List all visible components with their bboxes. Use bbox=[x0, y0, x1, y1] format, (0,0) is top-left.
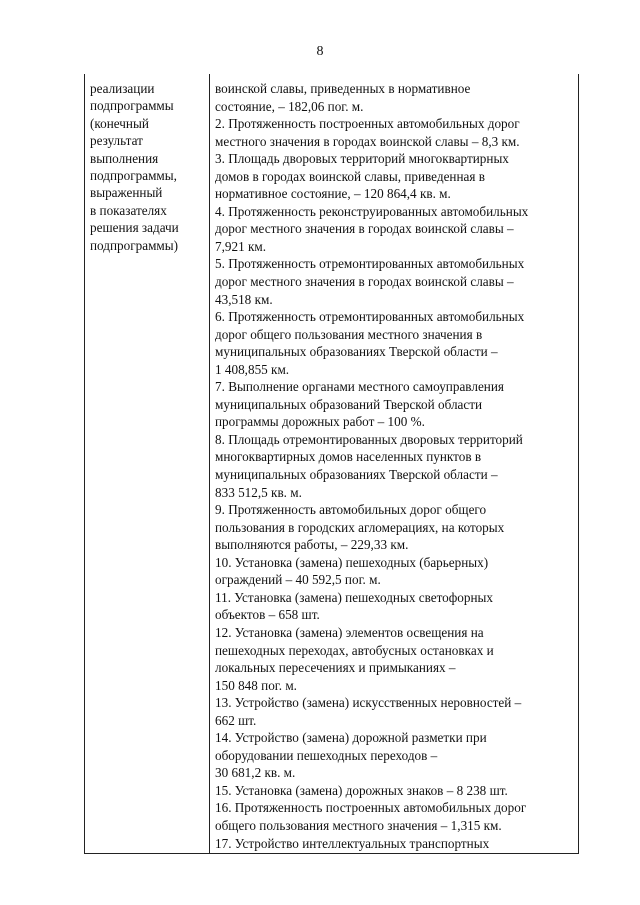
row-label-line: решения задачи bbox=[90, 220, 179, 236]
row-label-cell bbox=[90, 80, 206, 254]
indicator-text-line: 6. Протяженность отремонтированных автомобильных bbox=[215, 309, 525, 325]
indicator-text-line: ограждений – 40 592,5 пог. м. bbox=[215, 572, 381, 588]
indicator-text-line: 12. Установка (замена) элементов освещения на bbox=[215, 624, 484, 640]
row-label-line: подпрограммы, bbox=[90, 168, 177, 184]
row-label-line: результат bbox=[90, 133, 143, 149]
indicator-text-line: 11. Установка (замена) пешеходных светофорных bbox=[215, 589, 494, 605]
indicator-text-line: дорог общего пользования местного значения в bbox=[215, 326, 483, 342]
row-label-line: выраженный bbox=[90, 185, 163, 201]
indicator-text-line: 662 шт. bbox=[215, 712, 257, 728]
row-label-line: в показателях bbox=[90, 202, 167, 218]
indicator-text-line: 2. Протяженность построенных автомобильных дорог bbox=[215, 116, 520, 132]
row-label-line: (конечный bbox=[90, 115, 149, 131]
indicator-text-line: муниципальных образованиях Тверской области – bbox=[215, 467, 498, 483]
indicator-text-line: 15. Установка (замена) дорожных знаков – 8 238 шт. bbox=[215, 782, 508, 798]
indicator-text-line: выполняются работы, – 229,33 км. bbox=[215, 537, 409, 553]
row-label-line: подпрограммы bbox=[90, 98, 174, 114]
page-number: 8 bbox=[316, 44, 324, 59]
indicator-text-line: пешеходных переходах, автобусных остановках и bbox=[215, 642, 494, 658]
indicator-text-line: локальных пересечениях и примыканиях – bbox=[215, 660, 456, 676]
indicator-text-line: воинской славы, приведенных в нормативное bbox=[215, 81, 471, 96]
indicator-text-line: оборудовании пешеходных переходов – bbox=[215, 747, 438, 763]
indicator-text-line: дорог местного значения в городах воинской славы – bbox=[215, 221, 514, 237]
indicator-text-line: программы дорожных работ – 100 %. bbox=[215, 414, 425, 430]
indicator-text-line: состояние, – 182,06 пог. м. bbox=[215, 98, 364, 114]
indicator-text-line: 8. Площадь отремонтированных дворовых территорий bbox=[215, 431, 523, 447]
indicator-text-line: 7,921 км. bbox=[215, 238, 267, 254]
indicator-text-line: муниципальных образованиях Тверской области – bbox=[215, 344, 498, 360]
indicator-text-line: 30 681,2 кв. м. bbox=[215, 765, 296, 781]
indicator-text-line: 1 408,855 км. bbox=[215, 361, 290, 377]
indicator-text-line: 9. Протяженность автомобильных дорог общего bbox=[215, 502, 487, 518]
row-label-line: подпрограммы) bbox=[90, 237, 179, 253]
indicator-text-line: 3. Площадь дворовых территорий многоквартирных bbox=[215, 151, 509, 167]
indicator-text-line: 150 848 пог. м. bbox=[215, 677, 297, 693]
indicator-text-line: 7. Выполнение органами местного самоуправления bbox=[215, 379, 504, 395]
row-label-line: реализации bbox=[90, 81, 155, 96]
indicator-text-line: 4. Протяженность реконструированных автомобильных bbox=[215, 203, 529, 219]
indicator-text-line: многоквартирных домов населенных пунктов в bbox=[215, 449, 482, 465]
indicator-text-line: 16. Протяженность построенных автомобильных дорог bbox=[215, 800, 527, 816]
indicator-text-line: дорог местного значения в городах воинской славы – bbox=[215, 274, 514, 290]
indicators-table bbox=[84, 74, 579, 854]
row-label-line: выполнения bbox=[90, 150, 159, 166]
indicator-text-line: 10. Установка (замена) пешеходных (барьерных) bbox=[215, 554, 489, 570]
indicator-text-line: 13. Устройство (замена) искусственных неровностей – bbox=[215, 695, 522, 711]
indicators-cell bbox=[215, 80, 577, 852]
indicator-text-line: 17. Устройство интеллектуальных транспортных bbox=[215, 835, 490, 851]
indicator-text-line: общего пользования местного значения – 1,315 км. bbox=[215, 817, 502, 833]
indicator-text-line: 43,518 км. bbox=[215, 291, 273, 307]
indicator-text-line: нормативное состояние, – 120 864,4 кв. м. bbox=[215, 186, 451, 202]
column-divider bbox=[209, 74, 210, 853]
indicator-text-line: 5. Протяженность отремонтированных автомобильных bbox=[215, 256, 525, 272]
indicator-text-line: объектов – 658 шт. bbox=[215, 607, 320, 623]
indicator-text-line: пользования в городских агломерациях, на которых bbox=[215, 519, 505, 535]
indicator-text-line: 14. Устройство (замена) дорожной разметки при bbox=[215, 730, 487, 746]
indicator-text-line: домов в городах воинской славы, приведенная в bbox=[215, 168, 485, 184]
indicator-text-line: местного значения в городах воинской славы – 8,3 км. bbox=[215, 133, 520, 149]
indicator-text-line: 833 512,5 кв. м. bbox=[215, 484, 302, 500]
indicator-text-line: муниципальных образований Тверской области bbox=[215, 396, 483, 412]
